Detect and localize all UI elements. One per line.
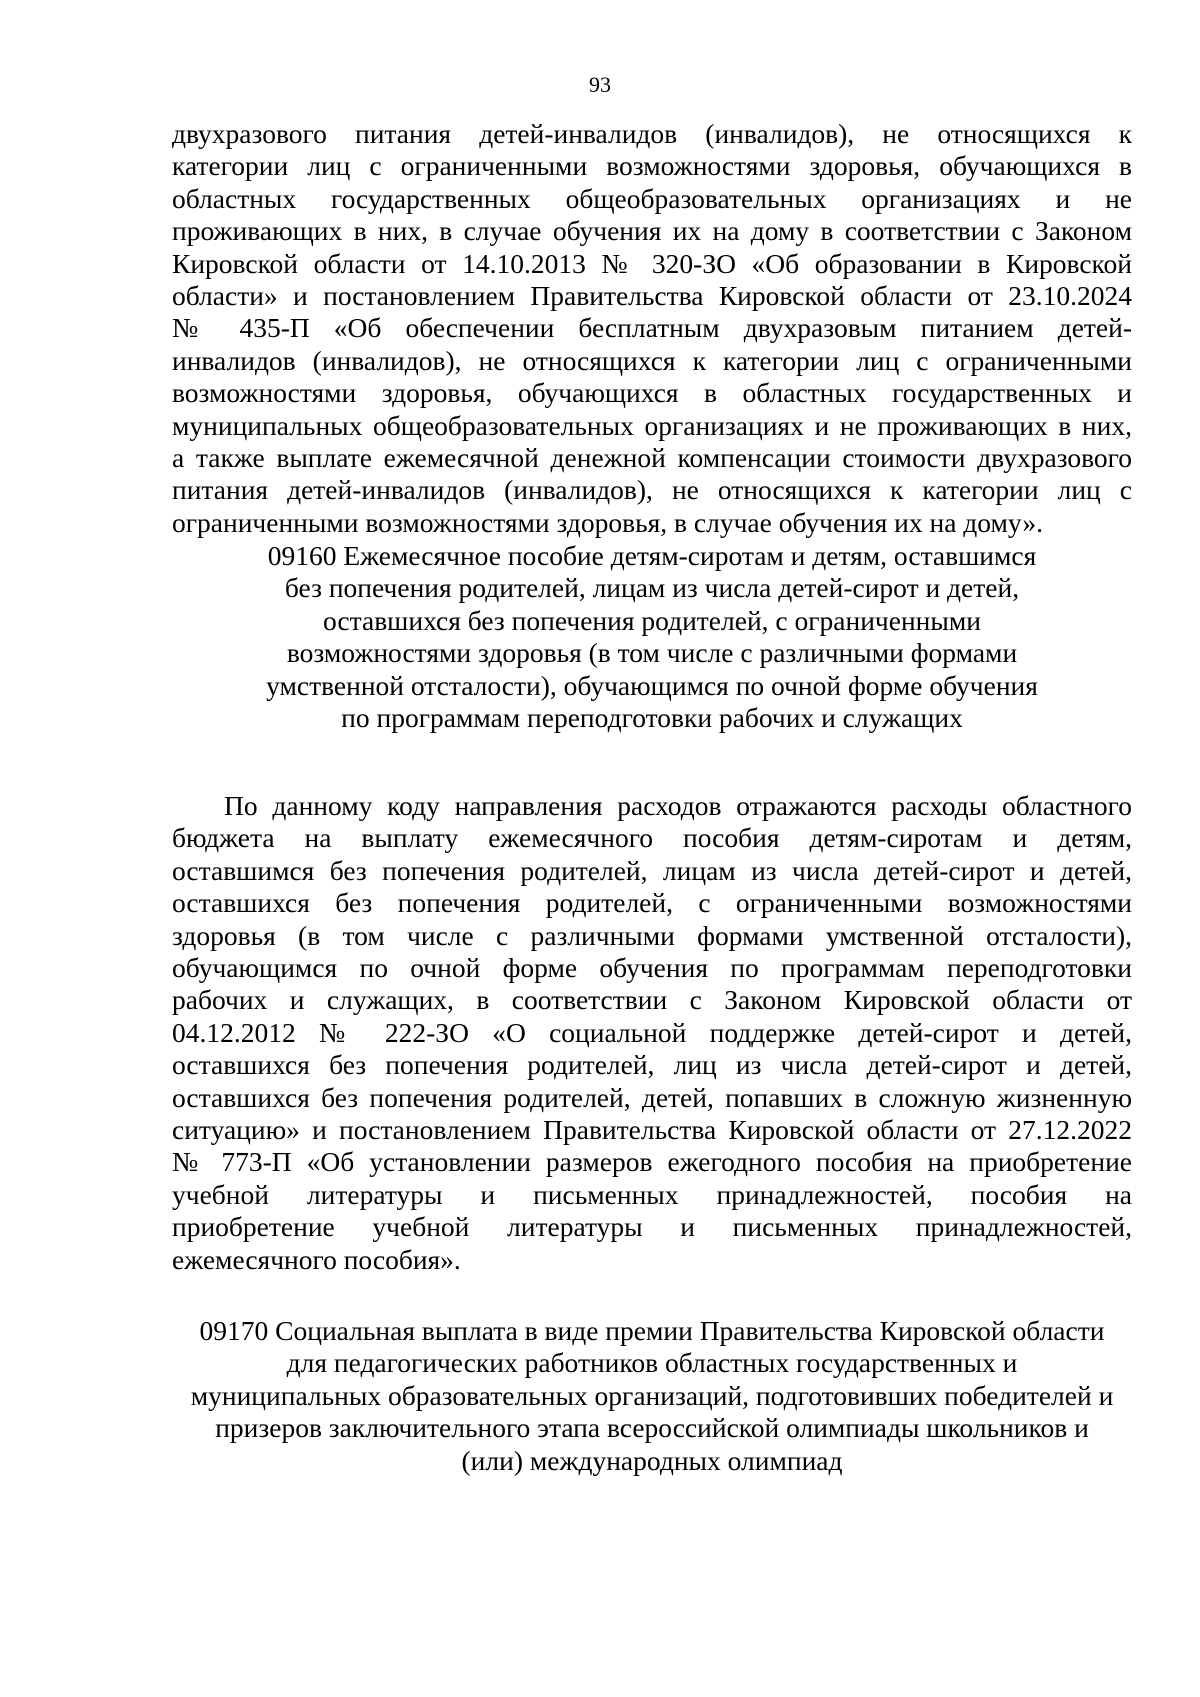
heading-line: (или) международных олимпиад [461,1444,843,1476]
paragraph-line: инвалидов (инвалидов), не относящихся к категории лиц с ограниченными [172,344,1132,376]
paragraph-line: оставшихся без попечения родителей, детей, попавших в сложную жизненную [172,1081,1132,1113]
paragraph-line: возможностями здоровья, обучающихся в областных государственных и [172,377,1132,409]
paragraph-09160-description [172,790,1132,1276]
paragraph-line: двухразового питания детей-инвалидов (инвалидов), не относящихся к [172,118,1132,149]
paragraph-line: оставшихся без попечения родителей, с ограниченными возможностями [172,887,1132,919]
heading-line: возможностями здоровья (в том числе с различными формами [286,637,1018,669]
paragraph-line: № 435-П «Об обеспечении бесплатным двухразовым питанием детей- [172,312,1132,344]
paragraph-line: обучающимся по очной форме обучения по программам переподготовки [172,952,1132,984]
heading-line: 09160 Ежемесячное пособие детям-сиротам и детям, оставшимся [267,540,1037,571]
heading-line: без попечения родителей, лицам из числа детей-сирот и детей, [284,572,1020,604]
page-number: 93 [589,72,611,97]
paragraph-line: ограниченными возможностями здоровья, в случае обучения их на дому». [172,506,1043,538]
paragraph-continuation [172,118,1132,539]
section-heading-09160 [172,540,1132,734]
paragraph-line: 04.12.2012 № 222-ЗО «О социальной поддержке детей-сирот и детей, [172,1016,1132,1048]
section-heading-09170 [152,1315,1152,1477]
paragraph-line: бюджета на выплату ежемесячного пособия детям-сиротам и детям, [172,822,1132,854]
paragraph-line: Кировской области от 14.10.2013 № 320-ЗО «Об образовании в Кировской [172,247,1132,279]
paragraph-line: ситуацию» и постановлением Правительства Кировской области от 27.12.2022 [172,1114,1132,1146]
paragraph-line: учебной литературы и письменных принадлежностей, пособия на [172,1178,1132,1210]
paragraph-line: оставшихся без попечения родителей, лиц из числа детей-сирот и детей, [172,1049,1132,1081]
paragraph-line: По данному коду направления расходов отражаются расходы областного [224,790,1132,821]
heading-line: муниципальных образовательных организаций, подготовивших победителей и [190,1379,1114,1411]
heading-line: для педагогических работников областных государственных и [286,1347,1018,1379]
paragraph-line: областных государственных общеобразовательных организациях и не [172,182,1132,214]
paragraph-line: питания детей-инвалидов (инвалидов), не относящихся к категории лиц с [172,474,1132,506]
heading-line: по программам переподготовки рабочих и служащих [341,702,963,734]
paragraph-line: а также выплате ежемесячной денежной компенсации стоимости двухразового [172,442,1132,474]
paragraph-line: области» и постановлением Правительства Кировской области от 23.10.2024 [172,280,1132,312]
paragraph-line: № 773-П «Об установлении размеров ежегодного пособия на приобретение [172,1146,1132,1178]
paragraph-line: рабочих и служащих, в соответствии с Законом Кировской области от [172,984,1132,1016]
heading-line: призеров заключительного этапа всероссийской олимпиады школьников и [215,1412,1089,1444]
heading-line: 09170 Социальная выплата в виде премии Правительства Кировской области [199,1315,1105,1346]
paragraph-line: проживающих в них, в случае обучения их на дому в соответствии с Законом [172,215,1132,247]
paragraph-line: муниципальных общеобразовательных организациях и не проживающих в них, [172,409,1132,441]
paragraph-line: приобретение учебной литературы и письменных принадлежностей, [172,1211,1132,1243]
paragraph-line: оставшимся без попечения родителей, лицам из числа детей-сирот и детей, [172,854,1132,886]
heading-line: оставшихся без попечения родителей, с ограниченными [323,604,981,636]
paragraph-line: здоровья (в том числе с различными формами умственной отсталости), [172,919,1132,951]
heading-line: умственной отсталости), обучающимся по очной форме обучения [266,669,1038,701]
paragraph-line: ежемесячного пособия». [172,1243,461,1275]
paragraph-line: категории лиц с ограниченными возможностями здоровья, обучающихся в [172,150,1132,182]
